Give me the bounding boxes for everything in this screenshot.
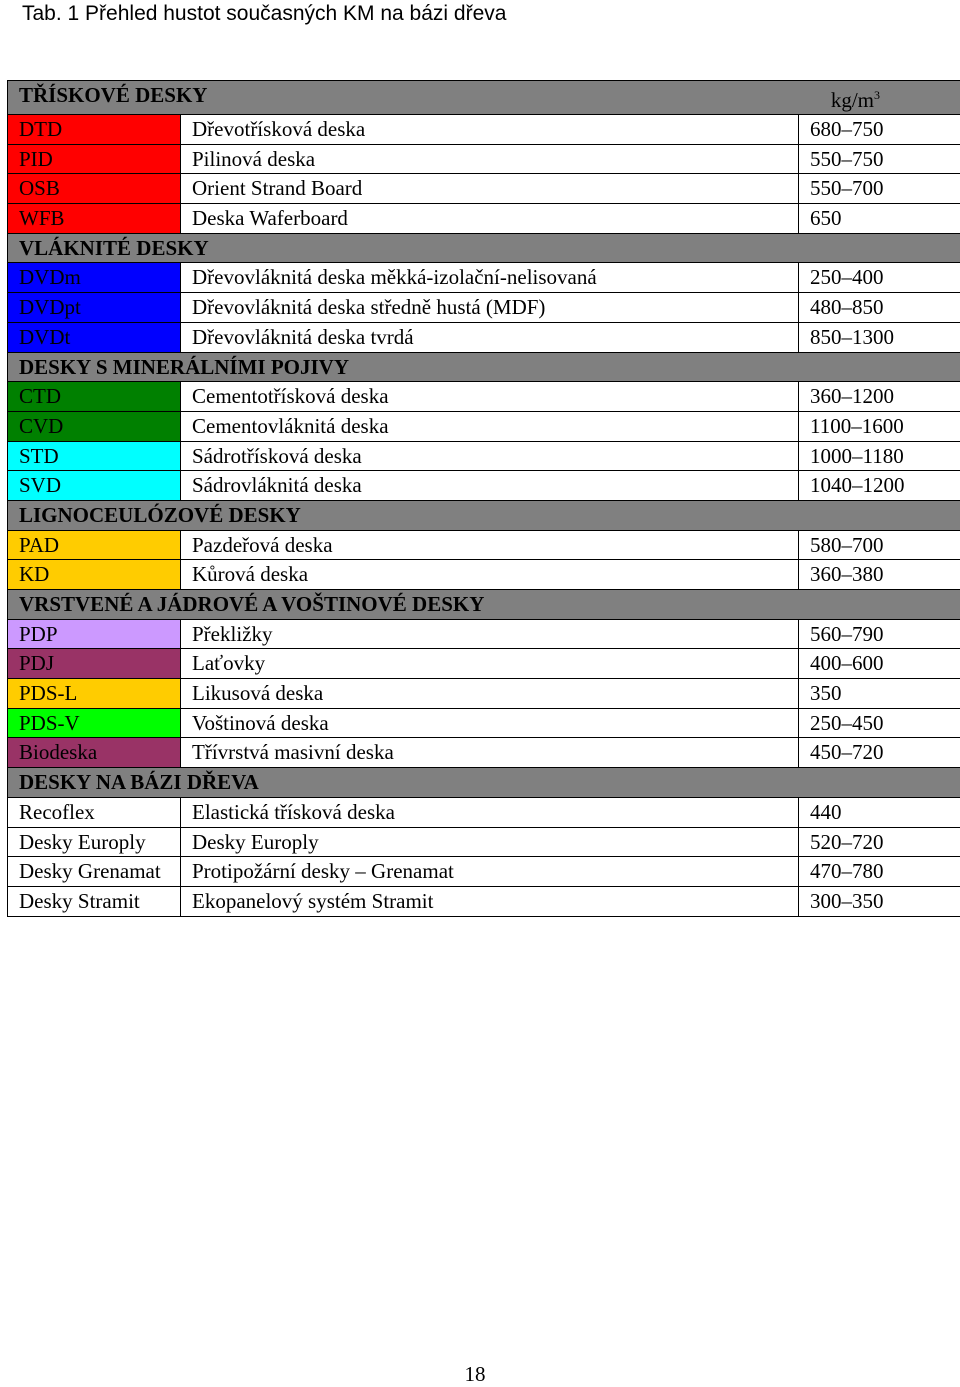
unit-superscript: 3	[874, 88, 881, 102]
section-title: VRSTVENÉ A JÁDROVÉ A VOŠTINOVÉ DESKY	[19, 592, 485, 616]
board-name: Ekopanelový systém Stramit	[181, 886, 799, 916]
board-density: 580–700	[799, 530, 960, 560]
table-row	[8, 708, 960, 738]
board-density: 1040–1200	[799, 471, 960, 501]
table-row	[8, 530, 960, 560]
section-header-row	[8, 768, 960, 798]
table-row	[8, 679, 960, 709]
section-title-cell	[8, 352, 960, 382]
board-name: Sádrovláknitá deska	[181, 471, 799, 501]
board-code: PDS-L	[8, 679, 181, 709]
board-code: DVDm	[8, 263, 181, 293]
table-row	[8, 411, 960, 441]
table-row	[8, 560, 960, 590]
table-row	[8, 649, 960, 679]
board-code: Desky Stramit	[8, 886, 181, 916]
page-number: 18	[464, 1362, 486, 1386]
table-row	[8, 857, 960, 887]
board-name: Voštinová deska	[181, 708, 799, 738]
board-code: Recoflex	[8, 797, 181, 827]
table-row	[8, 441, 960, 471]
table-row	[8, 115, 960, 145]
board-density: 360–1200	[799, 382, 960, 412]
board-code: CTD	[8, 382, 181, 412]
board-name: Cementovláknitá deska	[181, 411, 799, 441]
board-density: 250–450	[799, 708, 960, 738]
board-code: OSB	[8, 174, 181, 204]
section-title: TŘÍSKOVÉ DESKY	[19, 83, 208, 107]
table-row	[8, 293, 960, 323]
board-name: Elastická třísková deska	[181, 797, 799, 827]
board-name: Kůrová deska	[181, 560, 799, 590]
table-row	[8, 738, 960, 768]
table-row	[8, 322, 960, 352]
board-density: 1000–1180	[799, 441, 960, 471]
section-header-row	[8, 500, 960, 530]
table-caption: Tab. 1 Přehled hustot současných KM na bázi dřeva	[22, 2, 507, 25]
board-name: Pazdeřová deska	[181, 530, 799, 560]
unit-text: kg/m	[830, 88, 875, 112]
board-code: DVDpt	[8, 293, 181, 323]
board-density: 360–380	[799, 560, 960, 590]
board-code: Biodeska	[8, 738, 181, 768]
table-row	[8, 204, 960, 234]
section-title: LIGNOCEULÓZOVÉ DESKY	[19, 502, 301, 527]
board-name: Likusová deska	[181, 679, 799, 709]
board-density: 680–750	[799, 115, 960, 145]
board-density: 520–720	[799, 827, 960, 857]
board-code: DVDt	[8, 322, 181, 352]
board-code: WFB	[8, 204, 181, 234]
section-title-cell	[8, 768, 960, 798]
board-density: 250–400	[799, 263, 960, 293]
board-code: Desky Grenamat	[8, 857, 181, 887]
board-name: Laťovky	[181, 649, 799, 679]
board-code: STD	[8, 441, 181, 471]
board-code: PAD	[8, 530, 181, 560]
board-code: PDP	[8, 619, 181, 649]
section-header-row	[8, 81, 960, 115]
board-density: 550–750	[799, 144, 960, 174]
board-name: Dřevovláknitá deska měkká-izolační-nelisovaná	[181, 263, 799, 293]
board-density: 650	[799, 204, 960, 234]
section-title: DESKY S MINERÁLNÍMI POJIVY	[19, 354, 350, 379]
section-header-row	[8, 590, 960, 620]
board-name: Orient Strand Board	[181, 174, 799, 204]
board-density: 400–600	[799, 649, 960, 679]
table-row	[8, 263, 960, 293]
board-name: Deska Waferboard	[181, 204, 799, 234]
board-code: PID	[8, 144, 181, 174]
board-code: PDJ	[8, 649, 181, 679]
table-row	[8, 382, 960, 412]
board-density: 1100–1600	[799, 411, 960, 441]
board-density: 560–790	[799, 619, 960, 649]
table-row	[8, 619, 960, 649]
board-code: Desky Europly	[8, 827, 181, 857]
section-title-cell	[8, 590, 960, 620]
board-name: Dřevovláknitá deska tvrdá	[181, 322, 799, 352]
board-name: Dřevotřísková deska	[181, 115, 799, 145]
board-density: 300–350	[799, 886, 960, 916]
board-code: SVD	[8, 471, 181, 501]
section-title: VLÁKNITÉ DESKY	[19, 235, 209, 260]
board-name: Sádrotřísková deska	[181, 441, 799, 471]
density-table	[7, 80, 960, 917]
board-code: PDS-V	[8, 708, 181, 738]
section-title-cell	[8, 233, 960, 263]
density-table-body	[8, 81, 960, 917]
section-title-cell	[8, 500, 960, 530]
board-name: Třívrstvá masivní deska	[181, 738, 799, 768]
unit-label	[831, 81, 960, 114]
section-title: DESKY NA BÁZI DŘEVA	[19, 770, 259, 795]
board-name: Dřevovláknitá deska středně hustá (MDF)	[181, 293, 799, 323]
board-density: 850–1300	[799, 322, 960, 352]
board-density: 450–720	[799, 738, 960, 768]
board-name: Pilinová deska	[181, 144, 799, 174]
board-name: Desky Europly	[181, 827, 799, 857]
table-row	[8, 886, 960, 916]
board-density: 350	[799, 679, 960, 709]
board-density: 440	[799, 797, 960, 827]
board-code: DTD	[8, 115, 181, 145]
board-density: 470–780	[799, 857, 960, 887]
board-code: KD	[8, 560, 181, 590]
board-density: 550–700	[799, 174, 960, 204]
board-density: 480–850	[799, 293, 960, 323]
table-row	[8, 827, 960, 857]
table-row	[8, 174, 960, 204]
table-row	[8, 797, 960, 827]
table-row	[8, 471, 960, 501]
table-row	[8, 144, 960, 174]
board-name: Překližky	[181, 619, 799, 649]
section-header-row	[8, 352, 960, 382]
board-code: CVD	[8, 411, 181, 441]
section-header-row	[8, 233, 960, 263]
board-name: Cementotřísková deska	[181, 382, 799, 412]
board-name: Protipožární desky – Grenamat	[181, 857, 799, 887]
section-title-cell	[8, 81, 960, 115]
